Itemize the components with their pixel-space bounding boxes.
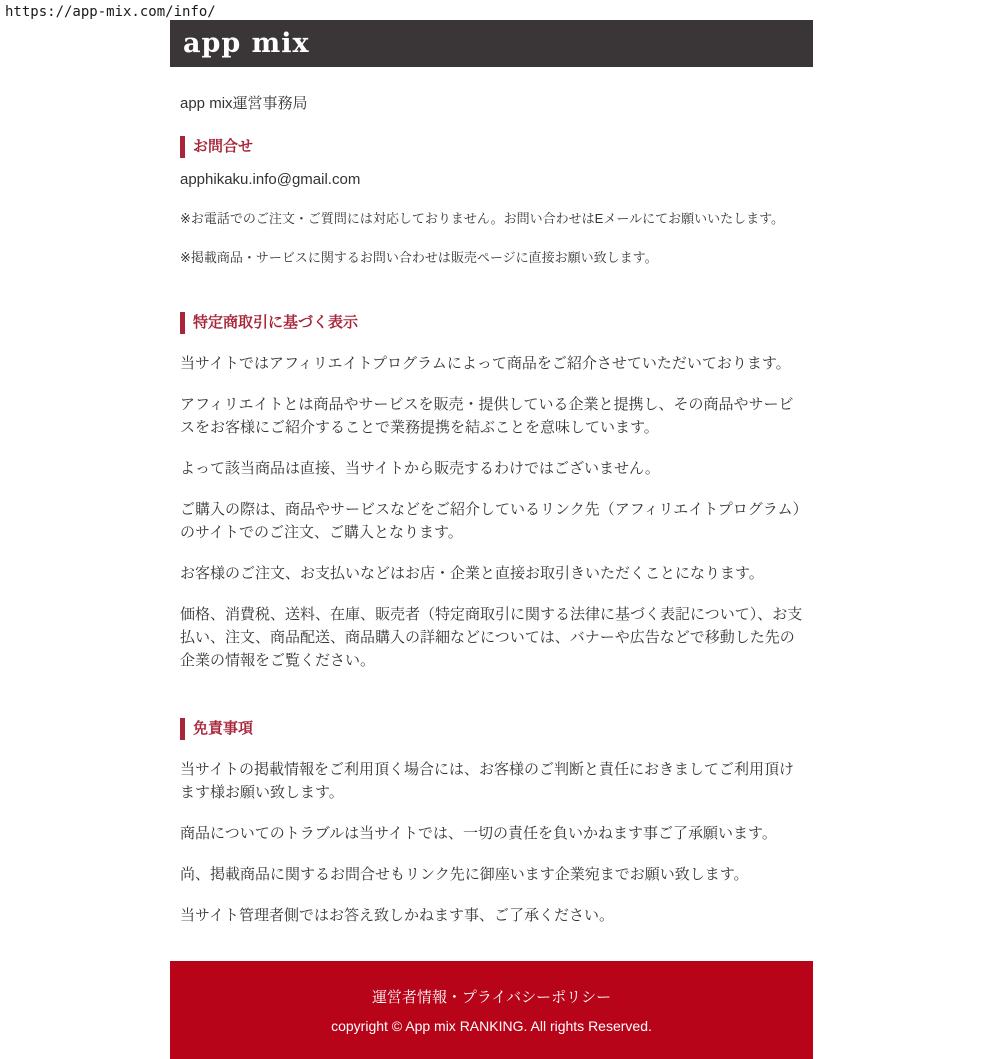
- disclaimer-paragraph: 尚、掲載商品に関するお問合せもリンク先に御座います企業宛までお願い致します。: [180, 866, 749, 883]
- tokushoho-paragraph: ご購入の際は、商品やサービスなどをご紹介しているリンク先（アフィリエイトプログラム）のサイトでのご注文、ご購入となります。: [180, 501, 801, 541]
- disclaimer-heading: 免責事項: [180, 718, 807, 740]
- email-text: apphikaku.info@gmail.com: [180, 171, 361, 188]
- tokushoho-paragraph: よって該当商品は直接、当サイトから販売するわけではございません。: [180, 460, 660, 477]
- browser-url[interactable]: https://app-mix.com/info/: [5, 4, 216, 20]
- copyright-text: copyright © App mix RANKING. All rights Reserved.: [331, 1018, 652, 1034]
- disclaimer-paragraph: 当サイトの掲載情報をご利用頂く場合には、お客様のご判断と責任におきましてご利用頂けます様お願い致します。: [180, 761, 794, 801]
- tokushoho-heading: 特定商取引に基づく表示: [180, 312, 807, 334]
- contact-note-products: ※掲載商品・サービスに関するお問い合わせは販売ページに直接お願い致します。: [180, 250, 658, 265]
- tokushoho-paragraph: 当サイトではアフィリエイトプログラムによって商品をご紹介させていただいております。: [180, 355, 791, 372]
- intro-text: app mix運営事務局: [180, 95, 308, 112]
- tokushoho-paragraph: アフィリエイトとは商品やサービスを販売・提供している企業と提携し、その商品やサービスをお客様にご紹介することで業務提携を結ぶことを意味しています。: [180, 396, 794, 436]
- disclaimer-paragraph: 商品についてのトラブルは当サイトでは、一切の責任を負いかねます事ご了承願います。: [180, 825, 777, 842]
- tokushoho-section: [180, 312, 807, 672]
- contact-heading: お問合せ: [180, 136, 807, 158]
- main-content: [170, 92, 813, 927]
- disclaimer-section: [180, 718, 807, 927]
- disclaimer-paragraph: 当サイト管理者側ではお答え致しかねます事、ご了承ください。: [180, 907, 614, 924]
- tokushoho-paragraph: 価格、消費税、送料、在庫、販売者（特定商取引に関する法律に基づく表記について）、お支払い、注文、商品配送、商品購入の詳細などについては、バナーや広告などで移動した先の企業の情報をご覧ください。: [180, 606, 803, 669]
- contact-section: [180, 136, 807, 266]
- page-container: [170, 20, 813, 1059]
- site-footer: [170, 961, 813, 1059]
- contact-note-phone: ※お電話でのご注文・ご質問には対応しておりません。お問い合わせはEメールにてお願いいたします。: [180, 211, 785, 226]
- privacy-policy-link[interactable]: 運営者情報・プライバシーポリシー: [371, 989, 612, 1006]
- tokushoho-paragraph: お客様のご注文、お支払いなどはお店・企業と直接お取引きいただくことになります。: [180, 565, 764, 582]
- site-logo[interactable]: app mix: [183, 28, 310, 59]
- site-header: [170, 20, 813, 67]
